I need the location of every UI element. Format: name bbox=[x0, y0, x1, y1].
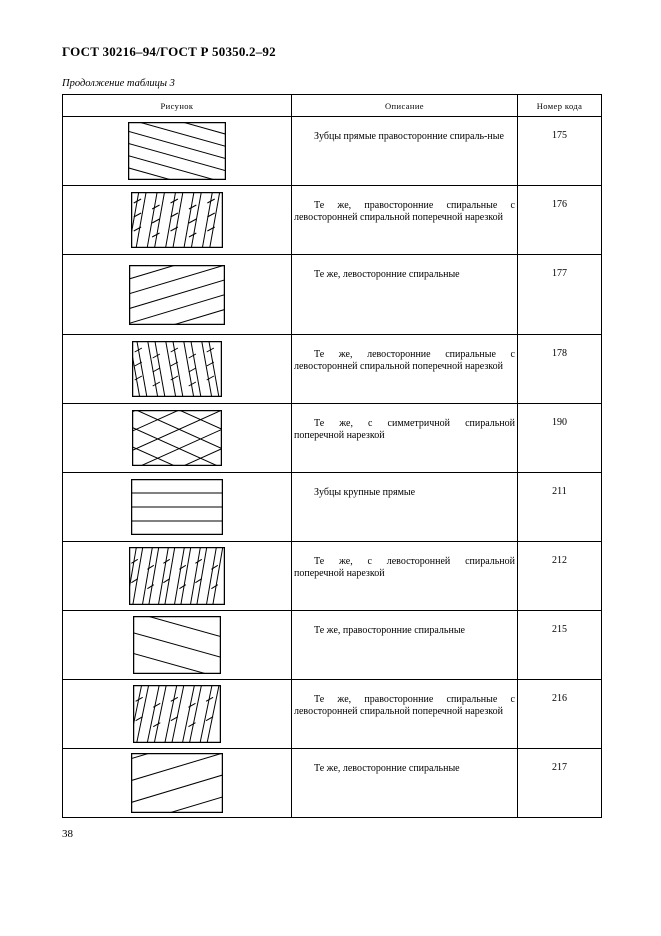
column-header-code: Номер кода bbox=[518, 95, 602, 117]
symmetric-diamond-tooth-pattern-icon bbox=[132, 410, 222, 466]
description-text: Те же, правосторонние спиральные с левосторонней спиральной поперечной нарезкой bbox=[294, 694, 515, 717]
right-helical-crosscut-tooth-pattern-icon bbox=[131, 192, 223, 248]
code-number: 215 bbox=[552, 624, 567, 635]
code-number: 212 bbox=[552, 555, 567, 566]
right-helical-tooth-pattern-icon bbox=[128, 122, 226, 180]
coarse-straight-tooth-pattern-icon bbox=[131, 479, 223, 535]
table-row bbox=[63, 473, 602, 542]
code-number: 217 bbox=[552, 762, 567, 773]
code-cell bbox=[518, 404, 602, 473]
description-cell bbox=[292, 542, 518, 611]
description-text: Те же, правосторонние спиральные bbox=[314, 625, 465, 636]
coarse-right-helical-tooth-pattern-icon bbox=[133, 616, 221, 674]
code-cell bbox=[518, 117, 602, 186]
figure-cell bbox=[63, 255, 292, 335]
code-cell bbox=[518, 335, 602, 404]
description-text: Зубцы прямые правосторонние спираль-ные bbox=[314, 131, 504, 142]
figure-cell bbox=[63, 611, 292, 680]
figure-cell bbox=[63, 473, 292, 542]
description-cell bbox=[292, 186, 518, 255]
table-row bbox=[63, 404, 602, 473]
description-cell bbox=[292, 404, 518, 473]
code-number: 176 bbox=[552, 199, 567, 210]
code-cell bbox=[518, 680, 602, 749]
code-cell bbox=[518, 749, 602, 818]
table-body bbox=[63, 117, 602, 818]
description-text: Зубцы крупные прямые bbox=[314, 487, 416, 498]
code-number: 178 bbox=[552, 348, 567, 359]
table-row bbox=[63, 117, 602, 186]
coarse-right-helical-crosscut-tooth-pattern-icon bbox=[133, 685, 221, 743]
description-cell bbox=[292, 680, 518, 749]
code-number: 211 bbox=[552, 486, 567, 497]
description-text: Те же, с симметричной спиральной поперечной нарезкой bbox=[294, 418, 515, 441]
figure-cell bbox=[63, 404, 292, 473]
figure-cell bbox=[63, 335, 292, 404]
description-cell bbox=[292, 749, 518, 818]
description-cell bbox=[292, 473, 518, 542]
code-cell bbox=[518, 542, 602, 611]
table-row bbox=[63, 335, 602, 404]
description-cell bbox=[292, 117, 518, 186]
description-cell bbox=[292, 255, 518, 335]
table-row bbox=[63, 611, 602, 680]
description-text: Те же, с левосторонней спиральной поперечной нарезкой bbox=[294, 556, 515, 579]
column-header-figure: Рисунок bbox=[63, 95, 292, 117]
cutter-pattern-table bbox=[62, 94, 602, 818]
description-text: Те же, левосторонние спиральные bbox=[314, 269, 460, 280]
figure-cell bbox=[63, 117, 292, 186]
column-header-description: Описание bbox=[292, 95, 518, 117]
code-number: 190 bbox=[552, 417, 567, 428]
table-row bbox=[63, 255, 602, 335]
page-number: 38 bbox=[62, 828, 73, 840]
coarse-left-helical-tooth-pattern-icon bbox=[131, 753, 223, 813]
figure-cell bbox=[63, 749, 292, 818]
description-text: Те же, левосторонние спиральные с левосторонней спиральной поперечной нарезкой bbox=[294, 349, 515, 372]
code-cell bbox=[518, 473, 602, 542]
left-helical-tooth-pattern-icon bbox=[129, 265, 225, 325]
table-header-row bbox=[63, 95, 602, 117]
figure-cell bbox=[63, 542, 292, 611]
figure-cell bbox=[63, 186, 292, 255]
description-text: Те же, правосторонние спиральные с левосторонней спиральной поперечной нарезкой bbox=[294, 200, 515, 223]
coarse-straight-crosscut-tooth-pattern-icon bbox=[129, 547, 225, 605]
description-cell bbox=[292, 335, 518, 404]
table-row bbox=[63, 680, 602, 749]
left-helical-crosscut-tooth-pattern-icon bbox=[132, 341, 222, 397]
code-cell bbox=[518, 611, 602, 680]
table-row bbox=[63, 749, 602, 818]
table-row bbox=[63, 542, 602, 611]
figure-cell bbox=[63, 680, 292, 749]
code-cell bbox=[518, 186, 602, 255]
code-number: 175 bbox=[552, 130, 567, 141]
document-header: ГОСТ 30216–94/ГОСТ Р 50350.2–92 bbox=[62, 44, 276, 59]
table-continuation-caption: Продолжение таблицы 3 bbox=[62, 78, 175, 89]
code-cell bbox=[518, 255, 602, 335]
code-number: 177 bbox=[552, 268, 567, 279]
code-number: 216 bbox=[552, 693, 567, 704]
description-text: Те же, левосторонние спиральные bbox=[314, 763, 460, 774]
description-cell bbox=[292, 611, 518, 680]
table-row bbox=[63, 186, 602, 255]
